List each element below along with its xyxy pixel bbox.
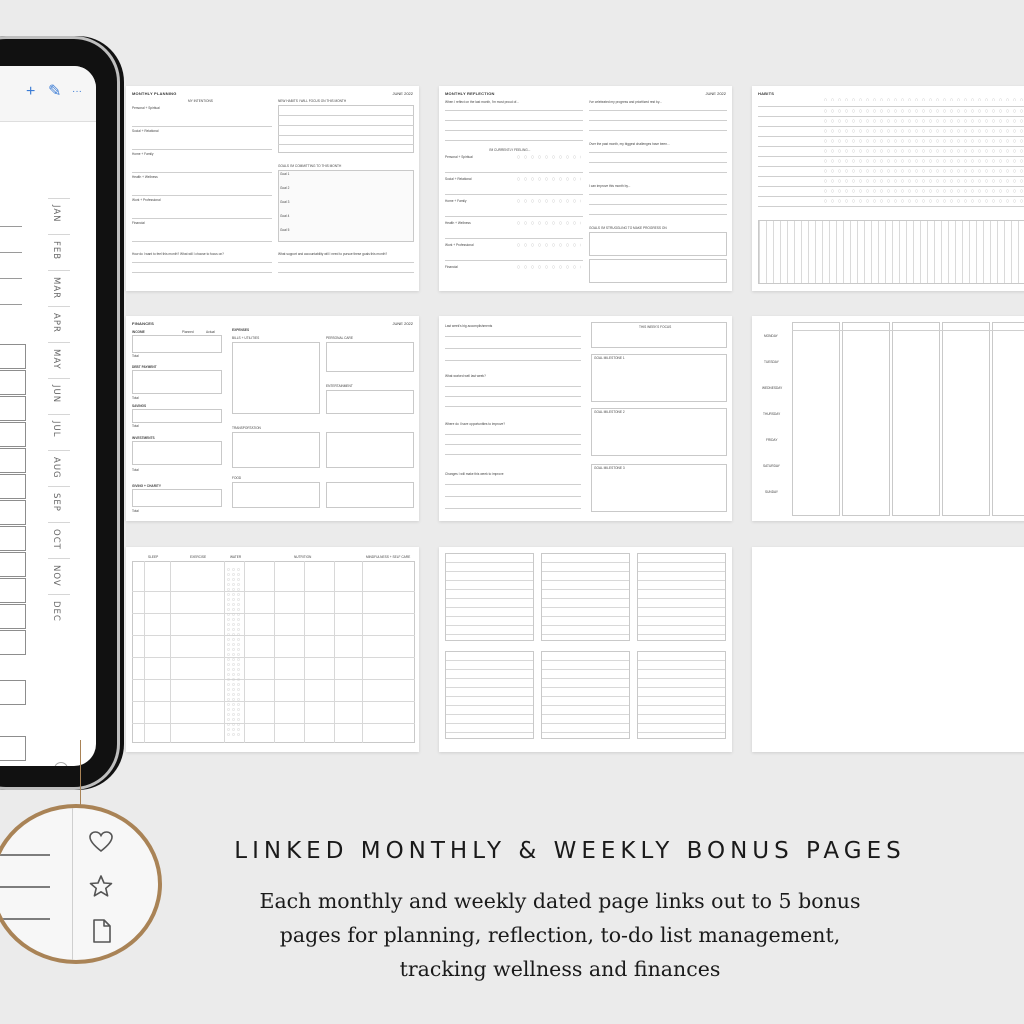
giving-table [132, 489, 222, 507]
rule [144, 561, 145, 743]
section-label: BILLS + UTILITIES [232, 336, 260, 340]
category-label: Social + Relational [445, 177, 472, 181]
income-table [132, 335, 222, 353]
page-box-row [0, 396, 26, 421]
column-label: MINDFULNESS + SELF CARE [366, 555, 411, 559]
rule [758, 136, 1024, 137]
category-label: Personal + Spiritual [445, 155, 473, 159]
rule [445, 140, 583, 141]
page-line [0, 226, 22, 227]
day-label: SUNDAY [765, 490, 779, 494]
section-label: ENTERTAINMENT [326, 384, 353, 388]
rule [170, 561, 171, 743]
rule [445, 508, 581, 509]
column-label: Planned [182, 330, 194, 334]
tab-feb[interactable] [48, 234, 70, 270]
rule [758, 206, 1024, 207]
rule [445, 396, 581, 397]
thumb-monthly-reflection[interactable] [439, 86, 732, 291]
prompt: Changes I will make this week to improve [445, 472, 504, 476]
star-icon[interactable] [88, 874, 114, 898]
rule [445, 172, 583, 173]
category-label: Financial [445, 265, 458, 269]
section-label: GOALS I'M COMMITTING TO THIS MONTH [278, 164, 342, 168]
rule [278, 115, 414, 116]
struggling-box [589, 232, 727, 256]
more-icon[interactable]: ··· [72, 86, 82, 97]
page-box-row [0, 680, 26, 705]
investments-table [132, 441, 222, 465]
tab-label: FEB [51, 241, 61, 261]
rule [758, 186, 1024, 187]
tab-jun[interactable] [48, 378, 70, 414]
category-label: Social + Relational [132, 129, 159, 133]
milestone-box [591, 464, 727, 512]
todo-list [637, 553, 726, 641]
milestone-box [591, 408, 727, 456]
food-table [232, 482, 320, 508]
water-dots [226, 567, 242, 737]
tab-dec[interactable] [48, 594, 70, 630]
description-line: Each monthly and weekly dated page links out to 5 bonus [259, 889, 861, 913]
category-label: Health + Wellness [132, 175, 158, 179]
thumb-blank-page[interactable] [752, 547, 1024, 752]
zoom-line [0, 854, 50, 856]
thumb-wellness[interactable] [126, 547, 419, 752]
section-label: I'M CURRENTLY FEELING... [489, 148, 531, 152]
tab-label: JUN [51, 385, 61, 404]
rule [132, 218, 272, 219]
page-line [0, 252, 22, 253]
category-label: Home + Family [132, 152, 154, 156]
goal-label: Goal 4 [280, 214, 290, 218]
rule [132, 126, 272, 127]
prompt: What worked well last week? [445, 374, 486, 378]
plus-icon[interactable]: + [26, 83, 36, 100]
goal-label: Goal 2 [280, 186, 290, 190]
prompt: When I reflect on the last month, I'm most proud of... [445, 100, 519, 104]
total-label: Total [132, 354, 139, 358]
thumb-monthly-planning[interactable] [126, 86, 419, 291]
todo-list [445, 651, 534, 739]
category-label: Home + Family [445, 199, 467, 203]
rule [445, 484, 581, 485]
thumb-title: MONTHLY REFLECTION [445, 91, 495, 96]
category-label: Work + Professional [445, 243, 474, 247]
todo-list [541, 651, 630, 739]
milestone-label: GOAL MILESTONE 1 [594, 356, 625, 360]
todo-list [541, 553, 630, 641]
page-box-row [0, 370, 26, 395]
page-line [0, 278, 22, 279]
rule [589, 194, 727, 195]
tab-may[interactable] [48, 342, 70, 378]
column-label: NUTRITION [294, 555, 312, 559]
section-label: INVESTMENTS [132, 436, 155, 440]
prompt: What support and accountability will I need to pursue these goals this month? [278, 252, 388, 256]
rule [445, 120, 583, 121]
page-line [0, 304, 22, 305]
rule [758, 146, 1024, 147]
total-label: Total [132, 396, 139, 400]
goal-label: Goal 3 [280, 200, 290, 204]
prompt: I can improve this month by... [589, 184, 631, 188]
section-label: GIVING + CHARITY [132, 484, 161, 488]
page-box-row [0, 474, 26, 499]
rule [589, 172, 727, 173]
total-label: Total [132, 509, 139, 513]
prompt: Where do I have opportunities to improve? [445, 422, 506, 426]
section-label: MY INTENTIONS [188, 99, 213, 103]
page-box-row [0, 736, 26, 761]
section-label: PERSONAL CARE [326, 336, 353, 340]
day-number-row [822, 98, 1024, 101]
rule [132, 262, 272, 263]
rule [445, 444, 581, 445]
rule [132, 635, 415, 636]
rule [132, 613, 415, 614]
habit-dots [822, 169, 1024, 173]
todo-list [637, 651, 726, 739]
rule [445, 260, 583, 261]
magnifier-zoom [0, 804, 162, 964]
rating-dots [515, 265, 581, 269]
rule [445, 336, 581, 337]
rule [445, 360, 581, 361]
habit-dots [822, 149, 1024, 153]
heart-icon[interactable] [88, 830, 114, 854]
app-toolbar [0, 66, 96, 122]
rule [445, 434, 581, 435]
total-label: Total [132, 468, 139, 472]
thumb-habits[interactable] [752, 86, 1024, 291]
section-label: DEBT PAYMENT [132, 365, 157, 369]
rule [758, 166, 1024, 167]
page-box-row [0, 552, 26, 577]
tab-label: JAN [51, 205, 61, 223]
section-label: SAVINGS [132, 404, 147, 408]
rule [132, 701, 415, 702]
struggling-box [589, 259, 727, 283]
thumb-date: JUNE 2022 [392, 91, 413, 96]
rule [445, 348, 581, 349]
tab-label: SEP [51, 493, 61, 512]
rule [278, 135, 414, 136]
habit-dots [822, 159, 1024, 163]
rule [244, 561, 245, 743]
habit-dots [822, 189, 1024, 193]
grid-column [942, 322, 990, 516]
description [200, 884, 920, 986]
prompt: Last week's big accomplishments [445, 324, 493, 328]
rule [445, 216, 583, 217]
page-box-row [0, 500, 26, 525]
milestone-label: GOAL MILESTONE 3 [594, 466, 625, 470]
tab-label: OCT [51, 529, 61, 550]
habit-graph [758, 220, 1024, 284]
pen-icon[interactable]: ✎ [48, 83, 62, 100]
expense-table [326, 432, 414, 468]
thumb-title: FINANCES [132, 321, 155, 326]
zoom-line [0, 886, 50, 888]
page-box-row [0, 448, 26, 473]
page-box-row [0, 344, 26, 369]
rating-dots [515, 243, 581, 247]
ipad-screen [0, 66, 96, 766]
habit-dots [822, 179, 1024, 183]
rule [334, 561, 335, 743]
savings-table [132, 409, 222, 423]
debt-table [132, 370, 222, 394]
tab-apr[interactable] [48, 306, 70, 342]
category-label: Health + Wellness [445, 221, 471, 225]
thumb-todo-lists[interactable] [439, 547, 732, 752]
home-circle-button[interactable] [54, 762, 68, 766]
rule [445, 194, 583, 195]
page-box-row [0, 630, 26, 655]
rule [589, 152, 727, 153]
tab-sep[interactable] [48, 486, 70, 522]
transportation-table [232, 432, 320, 468]
rule [132, 591, 415, 592]
column-label: WATER [230, 555, 242, 559]
tab-label: MAR [51, 277, 61, 300]
day-label: MONDAY [764, 334, 778, 338]
rule [589, 162, 727, 163]
rule [589, 120, 727, 121]
rule [758, 116, 1024, 117]
ipad-device [0, 36, 124, 790]
tab-nov[interactable] [48, 558, 70, 594]
section-label: FOOD [232, 476, 242, 480]
month-tabs [48, 198, 68, 630]
rating-dots [515, 199, 581, 203]
document-icon[interactable] [91, 918, 113, 944]
tab-label: APR [51, 313, 61, 333]
rule [132, 241, 272, 242]
section-label: THIS WEEK'S FOCUS [639, 325, 672, 329]
prompt: How do I want to feel this month? What will I choose to focus on? [132, 252, 224, 256]
zoom-divider [72, 808, 73, 960]
page-heading: LINKED MONTHLY & WEEKLY BONUS PAGES [234, 838, 906, 864]
category-label: Financial [132, 221, 145, 225]
grid-column [992, 322, 1024, 516]
rule [132, 272, 272, 273]
page-box-row [0, 578, 26, 603]
rule [132, 723, 415, 724]
rule [445, 110, 583, 111]
thumb-title: HABITS [758, 91, 775, 96]
expense-table [326, 482, 414, 508]
section-label: TRANSPORTATION [232, 426, 261, 430]
rule [445, 386, 581, 387]
prompt: Over the past month, my biggest challenges have been... [589, 142, 670, 146]
thumb-title: MONTHLY PLANNING [132, 91, 177, 96]
page-box-row [0, 604, 26, 629]
rule [758, 106, 1024, 107]
column-label: EXERCISE [190, 555, 207, 559]
grid-column [842, 322, 890, 516]
thumb-weekly-grid[interactable] [752, 316, 1024, 521]
thumb-date: JUNE 2022 [392, 321, 413, 326]
rule [132, 657, 415, 658]
rule [445, 238, 583, 239]
rule [278, 262, 414, 263]
rule [362, 561, 363, 743]
tab-aug[interactable] [48, 450, 70, 486]
prompt: I've celebrated my progress and prioritized rest by... [589, 100, 662, 104]
category-label: Work + Professional [132, 198, 161, 202]
tab-oct[interactable] [48, 522, 70, 558]
section-label: INCOME [132, 330, 145, 334]
day-label: WEDNESDAY [762, 386, 783, 390]
grid-column [792, 322, 840, 516]
column-label: Actual [206, 330, 215, 334]
rule [224, 561, 225, 743]
planner-page[interactable] [0, 130, 50, 766]
rule [589, 110, 727, 111]
habit-dots [822, 109, 1024, 113]
day-label: SATURDAY [763, 464, 780, 468]
tab-label: AUG [51, 457, 61, 479]
rule [445, 454, 581, 455]
thumb-finances[interactable] [126, 316, 419, 521]
rule [278, 272, 414, 273]
day-label: THURSDAY [763, 412, 781, 416]
habit-dots [822, 139, 1024, 143]
description-line: pages for planning, reflection, to-do list management, [279, 923, 841, 947]
entertainment-table [326, 390, 414, 414]
rule [589, 214, 727, 215]
rule [278, 125, 414, 126]
goal-label: Goal 5 [280, 228, 290, 232]
rule [304, 561, 305, 743]
rule [589, 204, 727, 205]
tab-jul[interactable] [48, 414, 70, 450]
rule [445, 130, 583, 131]
rule [132, 149, 272, 150]
milestone-label: GOAL MILESTONE 2 [594, 410, 625, 414]
rule [132, 172, 272, 173]
rating-dots [515, 155, 581, 159]
grid-column [892, 322, 940, 516]
habit-dots [822, 119, 1024, 123]
description-line: tracking wellness and finances [399, 957, 721, 981]
rule [132, 195, 272, 196]
thumb-date: JUNE 2022 [705, 91, 726, 96]
milestone-box [591, 354, 727, 402]
zoom-line [0, 918, 50, 920]
rule [278, 144, 414, 145]
day-label: TUESDAY [764, 360, 779, 364]
section-label: NEW HABITS I WILL FOCUS ON THIS MONTH [278, 99, 347, 103]
rating-dots [515, 221, 581, 225]
rule [445, 496, 581, 497]
rule [445, 406, 581, 407]
day-label: FRIDAY [766, 438, 778, 442]
column-label: SLEEP [148, 555, 159, 559]
tab-jan[interactable] [48, 198, 70, 234]
rule [792, 330, 1024, 331]
rule [758, 156, 1024, 157]
todo-list [445, 553, 534, 641]
tab-label: NOV [51, 565, 61, 587]
habit-dots [822, 199, 1024, 203]
goal-label: Goal 1 [280, 172, 290, 176]
rule [758, 126, 1024, 127]
thumb-weekly-focus[interactable] [439, 316, 732, 521]
rule [758, 176, 1024, 177]
rating-dots [515, 177, 581, 181]
page-box-row [0, 422, 26, 447]
tab-label: DEC [51, 601, 61, 622]
magnifier-connector [80, 740, 81, 806]
rule [132, 679, 415, 680]
total-label: Total [132, 424, 139, 428]
personal-care-table [326, 342, 414, 372]
tab-label: JUL [51, 421, 61, 438]
category-label: Personal + Spiritual [132, 106, 160, 110]
habits-box [278, 105, 414, 153]
rule [274, 561, 275, 743]
page-box-row [0, 526, 26, 551]
section-label: EXPENSES [232, 328, 250, 332]
goals-box [278, 170, 414, 242]
habit-dots [822, 129, 1024, 133]
rule [758, 196, 1024, 197]
bills-table [232, 342, 320, 414]
tab-label: MAY [51, 349, 61, 370]
tab-mar[interactable] [48, 270, 70, 306]
section-label: GOALS I'M STRUGGLING TO MAKE PROGRESS ON [589, 226, 667, 230]
rule [589, 130, 727, 131]
